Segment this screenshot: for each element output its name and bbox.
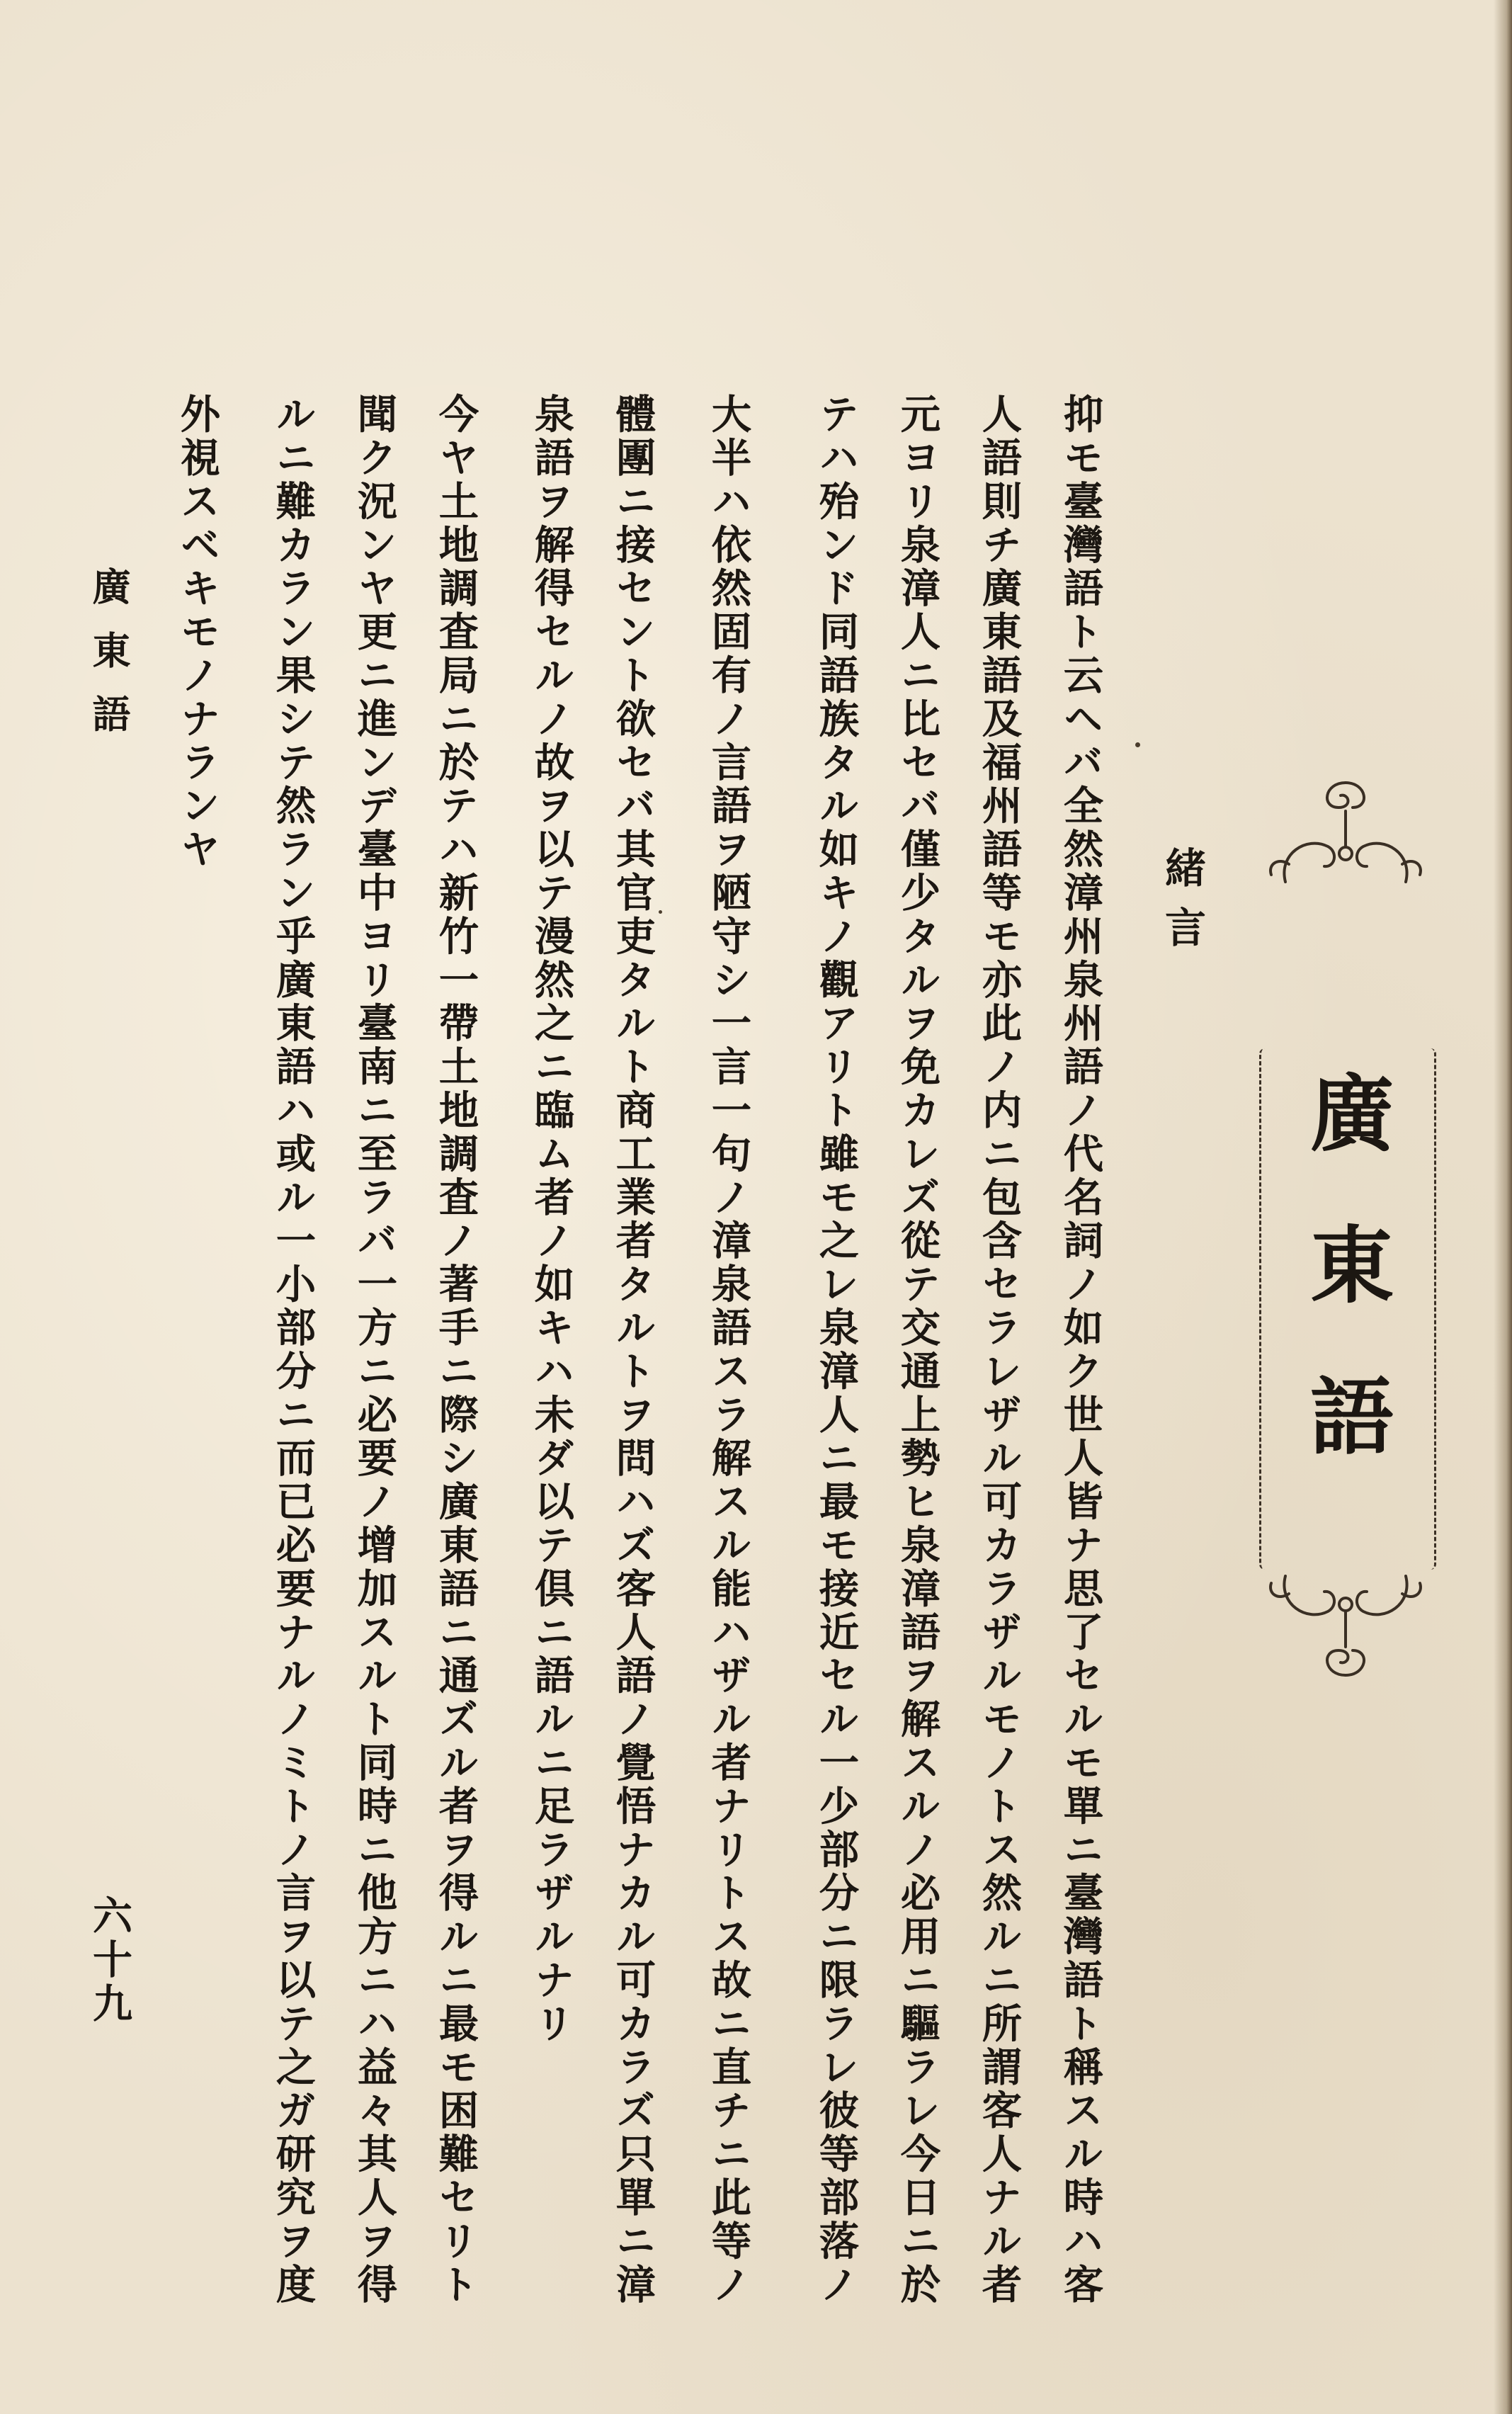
running-head: 廣東語 xyxy=(86,567,132,758)
body-column: 抑モ臺灣語ト云ヘバ全然漳州泉州語ノ代名詞ノ如ク世人皆ナ思了セルモ單ニ臺灣語ト稱スル時ハ客 xyxy=(1057,393,1104,2307)
body-column: 人語則チ廣東語及福州語等モ亦此ノ内ニ包含セラレザル可カラザルモノトス然ルニ所謂客人ナル者 xyxy=(975,393,1023,2307)
page-binding-edge xyxy=(1494,0,1512,2414)
body-column: 大半ハ依然固有ノ言語ヲ陋守シ一言一句ノ漳泉語スラ解スル能ハザル者ナリトス故ニ直チニ此等ノ xyxy=(705,393,752,2307)
section-title: 廣東語 xyxy=(1296,1070,1394,1524)
body-column: 外視スベキモノナランヤ xyxy=(174,393,221,872)
preface-heading: 緒言 xyxy=(1158,846,1206,965)
body-column: 今ヤ土地調査局ニ於テハ新竹一帶土地調査ノ著手ニ際シ廣東語ニ通ズル者ヲ得ルニ最モ困難セリト xyxy=(432,393,479,2307)
title-ornament-top xyxy=(1257,769,1434,889)
ink-speck xyxy=(659,910,662,914)
body-column: 聞ク況ンヤ更ニ進ンデ臺中ヨリ臺南ニ至ラバ一方ニ必要ノ增加スルト同時ニ他方ニハ益々其人ヲ得 xyxy=(351,393,398,2307)
body-column: ルニ難カラン果シテ然ラン乎廣東語ハ或ル一小部分ニ而已必要ナルノミトノ言ヲ以テ之ガ研究ヲ度 xyxy=(269,393,317,2307)
body-column: テハ殆ンド同語族タル如キノ觀アリト雖モ之レ泉漳人ニ最モ接近セル一少部分ニ限ラレ彼等部落ノ xyxy=(812,393,860,2307)
title-ornament-bottom xyxy=(1257,1569,1434,1689)
body-column: 體團ニ接セント欲セバ其官吏タルト商工業者タルトヲ問ハズ客人語ノ覺悟ナカル可カラズ只單ニ漳 xyxy=(609,393,656,2307)
page-number: 六十九 xyxy=(86,1895,133,2027)
body-column: 元ヨリ泉漳人ニ比セバ僅少タルヲ免カレズ從テ交通上勢ヒ泉漳語ヲ解スルノ必用ニ驅ラレ今日ニ於 xyxy=(894,393,941,2307)
body-column: 泉語ヲ解得セルノ故ヲ以テ漫然之ニ臨ム者ノ如キハ未ダ以テ倶ニ語ルニ足ラザルナリ xyxy=(528,393,575,2046)
ink-speck xyxy=(1135,742,1140,747)
